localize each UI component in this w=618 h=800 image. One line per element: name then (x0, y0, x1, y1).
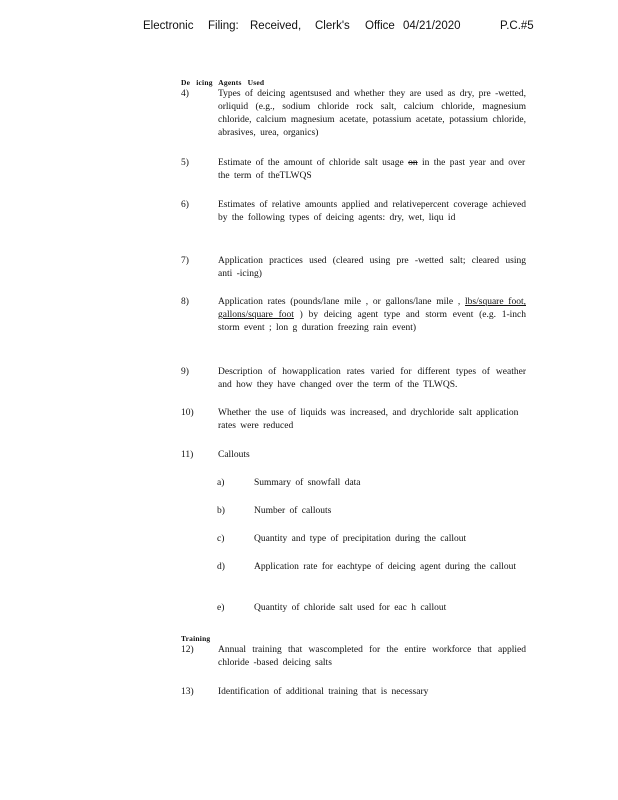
sub-item-letter: c) (217, 534, 225, 544)
item-number: 7) (181, 256, 189, 266)
item-text: Estimates of relative amounts applied and relativepercent coverage achieved by the following types of deicing agents: dry, wet, liqu id (218, 200, 526, 223)
sub-item-e (217, 602, 526, 616)
list-item-7 (181, 255, 526, 283)
sub-item-letter: b) (217, 506, 225, 516)
sub-item-text: Summary of snowfall data (254, 478, 361, 488)
sub-item-text: Number of callouts (254, 506, 332, 516)
section-heading-deicing-agents: De icing Agents Used (181, 78, 265, 87)
item-text-part: ) by deicing agent type and storm event (e.g. 1-inch storm event ; lon g duration freezing rain event) (218, 310, 526, 333)
header-office: Office (365, 20, 395, 32)
item-number: 5) (181, 158, 189, 168)
list-item-8 (181, 296, 526, 352)
sub-item-b (217, 505, 526, 519)
item-text (218, 296, 526, 335)
sub-item-letter: e) (217, 603, 225, 613)
item-text: Whether the use of liquids was increased, and drychloride salt application rates were reduced (218, 408, 519, 431)
list-item-9 (181, 366, 526, 394)
list-item-11 (181, 449, 526, 463)
item-text-part: Application rates (pounds/lane mile , or gallons/lane mile , (218, 297, 466, 307)
item-number: 10) (181, 408, 194, 418)
list-item-12 (181, 644, 526, 672)
header-received: Received, (250, 20, 302, 32)
list-item-5 (181, 157, 526, 185)
header-pc-number: P.C.#5 (500, 20, 534, 32)
item-text: Callouts (218, 450, 250, 460)
item-number: 8) (181, 297, 189, 307)
item-text-part: in the past year and over the term of theTLWQS (218, 158, 526, 181)
item-number: 13) (181, 687, 194, 697)
sub-item-text: Quantity and type of precipitation during the callout (254, 534, 467, 544)
underlined-text: lbs/square foot, gallons/square foot (218, 297, 526, 320)
item-number: 4) (181, 89, 189, 99)
item-number: 9) (181, 367, 189, 377)
header-filing: Filing: (208, 20, 239, 32)
sub-item-a (217, 477, 526, 491)
sub-item-letter: d) (217, 562, 225, 572)
item-text: Identification of additional training that is necessary (218, 687, 429, 697)
item-number: 6) (181, 200, 189, 210)
sub-item-c (217, 533, 526, 547)
item-text: Application practices used (cleared using pre -wetted salt; cleared using anti -icing) (218, 256, 526, 279)
item-text: Annual training that wascompleted for the entire workforce that applied chloride -based deicing salts (218, 645, 526, 668)
sub-item-letter: a) (217, 478, 225, 488)
header-clerks: Clerk's (315, 20, 350, 32)
header-date: 04/21/2020 (403, 20, 461, 32)
item-text: Types of deicing agentsused and whether they are used as dry, pre -wetted, orliquid (e.g., sodium chloride rock salt, calcium chloride, magnesium chloride, calcium magnesium acetate, potassium acetate, potassium chloride, abrasives, urea, organics) (218, 89, 526, 138)
item-text (218, 157, 526, 183)
item-text-part: Estimate of the amount of chloride salt usage (218, 158, 409, 168)
item-number: 12) (181, 645, 194, 655)
list-item-13 (181, 686, 526, 700)
filing-header (143, 20, 543, 36)
sub-item-text: Quantity of chloride salt used for eac h callout (254, 603, 447, 613)
sub-item-d (217, 561, 526, 589)
list-item-6 (181, 199, 526, 241)
struck-text: on (408, 158, 418, 168)
section-heading-training: Training (181, 634, 211, 643)
list-item-4 (181, 88, 526, 144)
item-text: Description of howapplication rates varied for different types of weather and how they have changed over the term of the TLWQS. (218, 367, 526, 390)
item-number: 11) (181, 450, 194, 460)
header-electronic: Electronic (143, 20, 194, 32)
sub-item-text: Application rate for eachtype of deicing agent during the callout (254, 562, 517, 572)
list-item-10 (181, 407, 526, 435)
